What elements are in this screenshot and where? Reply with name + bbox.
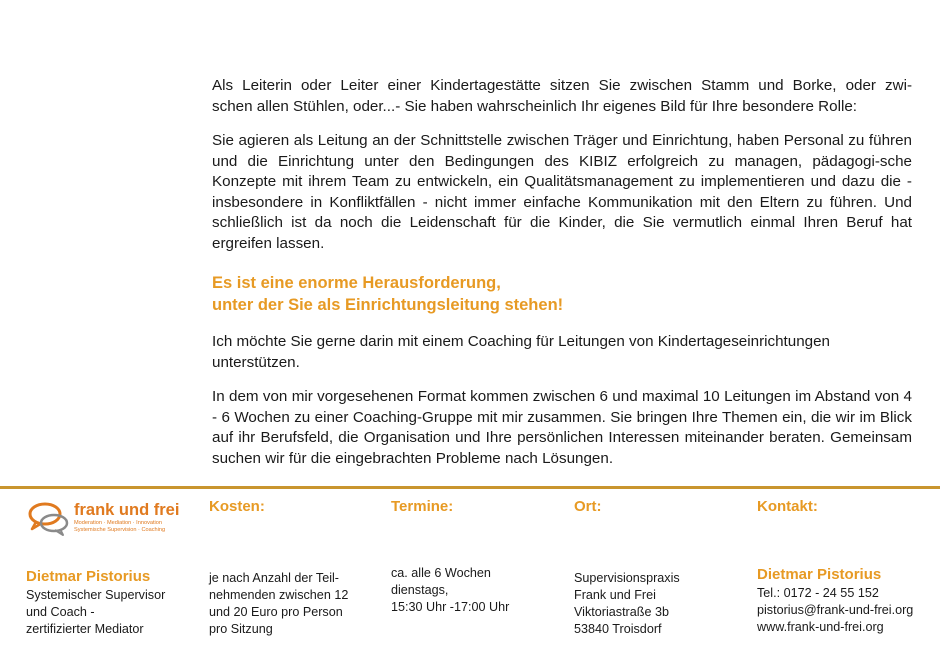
kontakt-heading: Kontakt: xyxy=(757,498,818,515)
intro-paragraph xyxy=(212,76,912,117)
logo-tagline xyxy=(74,520,165,534)
role-paragraph: Sie agieren als Leitung an der Schnittstelle zwischen Träger und Einrichtung, haben Personal zu führen und die Einrichtung unter den Bedingungen des KIBIZ erfolgreich zu managen, pädagogi-sche Konzepte mit ihrem Team zu entwickeln, ein Qualitätsmanagement zu implementieren und dazu die - insbesondere in Konfliktfällen - nicht immer einfache Kommunikation mit den Eltern zu führen. Und schließlich ist da noch die Leidenschaft für die Kinder, die Sie vermutlich einmal Ihren Beruf hat ergreifen lassen. xyxy=(212,132,912,252)
kosten-column xyxy=(209,497,348,638)
ort-line-2: Frank und Frei xyxy=(574,588,656,602)
kosten-line-2: nehmenden zwischen 12 xyxy=(209,588,349,602)
kosten-line-4: pro Sitzung xyxy=(209,622,273,636)
person-block xyxy=(26,567,165,638)
intro-line-1: Als Leiterin oder Leiter einer Kindertagestätte sitzen Sie zwischen Stamm und Borke, oder zwi- xyxy=(212,77,912,94)
kosten-line-3: und 20 Euro pro Person xyxy=(209,605,343,619)
footer-divider xyxy=(0,486,940,489)
termine-line-1: ca. alle 6 Wochen xyxy=(391,566,491,580)
logo-tagline-2: Systemische Supervision · Coaching xyxy=(74,527,166,533)
person-name: Dietmar Pistorius xyxy=(26,568,151,585)
kosten-line-1: je nach Anzahl der Teil- xyxy=(209,571,339,585)
logo-title: frank und frei xyxy=(74,501,180,519)
person-role-2: und Coach - xyxy=(26,605,95,619)
kosten-heading: Kosten: xyxy=(209,498,265,515)
termine-line-3: 15:30 Uhr -17:00 Uhr xyxy=(391,600,510,614)
offer-paragraph: Ich möchte Sie gerne darin mit einem Coaching für Leitungen von Kindertageseinrichtungen unterstützen. xyxy=(212,333,831,371)
ort-line-1: Supervisionspraxis xyxy=(574,571,680,585)
termine-heading: Termine: xyxy=(391,498,454,515)
termine-column xyxy=(391,497,509,616)
kontakt-email-link[interactable]: pistorius@frank-und-frei.org xyxy=(757,603,914,617)
kontakt-column xyxy=(757,497,913,636)
termine-line-2: dienstags, xyxy=(391,583,449,597)
person-role-1: Systemischer Supervisor xyxy=(26,588,166,602)
intro-line-2: schen allen Stühlen, oder...- Sie haben wahrscheinlich Ihr eigenes Bild für Ihre besondere Rolle: xyxy=(212,97,858,115)
headline-line-1: Es ist eine enorme Herausforderung, xyxy=(212,274,501,292)
kontakt-phone: Tel.: 0172 - 24 55 152 xyxy=(757,586,879,600)
kontakt-website-link[interactable]: www.frank-und-frei.org xyxy=(757,620,884,634)
logo-tagline-1: Moderation · Mediation · Innovation xyxy=(74,520,162,526)
ort-line-3: Viktoriastraße 3b xyxy=(574,605,669,619)
person-role-3: zertifizierter Mediator xyxy=(26,622,144,636)
highlight-headline xyxy=(212,272,912,316)
main-text xyxy=(212,76,912,469)
headline-line-2: unter der Sie als Einrichtungsleitung stehen! xyxy=(212,296,564,314)
frank-und-frei-logo xyxy=(26,498,180,542)
speech-bubbles-icon xyxy=(26,498,74,542)
ort-heading: Ort: xyxy=(574,498,602,515)
ort-line-4: 53840 Troisdorf xyxy=(574,622,662,636)
format-paragraph: In dem von mir vorgesehenen Format kommen zwischen 6 und maximal 10 Leitungen im Abstand von 4 - 6 Wochen zu einer Coaching-Gruppe mit mir zusammen. Sie bringen Ihre Themen ein, die wir im Blick auf ihr Berufsfeld, die Organisation und Ihre persönlichen Interessen miteinander beraten. Gemeinsam suchen wir für die eingebrachten Probleme nach Lösungen. xyxy=(212,388,912,467)
kontakt-name: Dietmar Pistorius xyxy=(757,566,882,583)
ort-column xyxy=(574,497,680,638)
